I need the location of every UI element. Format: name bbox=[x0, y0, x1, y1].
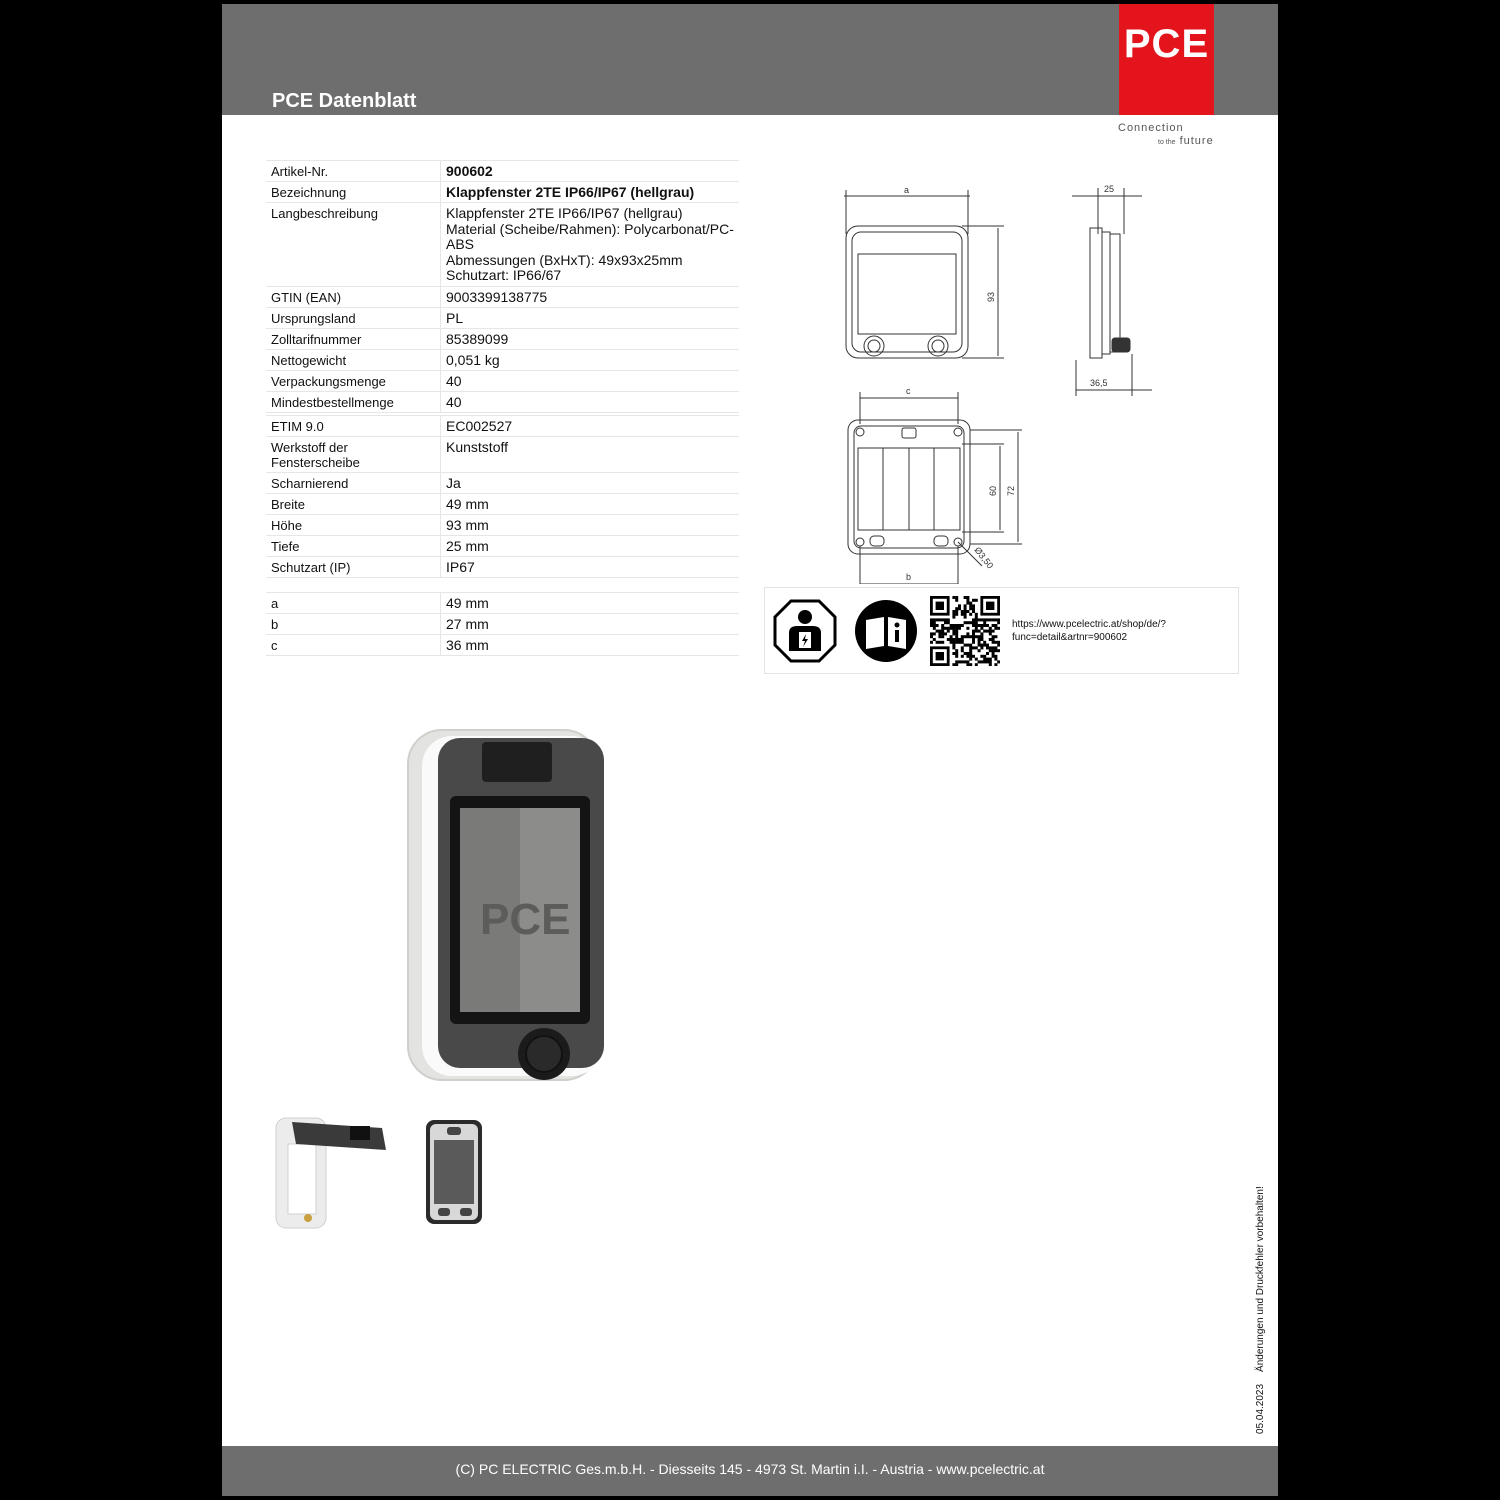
row-value: 900602 bbox=[441, 161, 740, 182]
row-value bbox=[441, 203, 740, 287]
dim-label-25: 25 bbox=[1104, 184, 1115, 194]
electrician-warning-icon bbox=[773, 599, 837, 663]
row-value: Kunststoff bbox=[441, 437, 740, 473]
logo-tagline-2: to the future bbox=[1158, 135, 1214, 147]
row-key: Schutzart (IP) bbox=[266, 557, 441, 578]
row-value: 85389099 bbox=[441, 328, 740, 349]
dim-label-72: 72 bbox=[1006, 485, 1016, 496]
table-row bbox=[266, 515, 739, 536]
thumbnail-open-view bbox=[272, 1114, 392, 1234]
dim-label-diameter: Ø3,50 bbox=[972, 545, 996, 571]
row-key: GTIN (EAN) bbox=[266, 286, 441, 307]
row-key: ETIM 9.0 bbox=[266, 416, 441, 437]
page-title: PCE Datenblatt bbox=[272, 90, 417, 112]
technical-drawing bbox=[822, 174, 1182, 584]
thumbnail-rear-view bbox=[422, 1118, 492, 1228]
row-value: 40 bbox=[441, 391, 740, 412]
row-key: Mindestbestellmenge bbox=[266, 391, 441, 412]
table-row bbox=[266, 307, 739, 328]
table-row bbox=[266, 391, 739, 412]
product-url[interactable]: https://www.pcelectric.at/shop/de/?func=detail&artnr=900602 bbox=[1012, 619, 1166, 643]
row-value: 40 bbox=[441, 370, 740, 391]
row-key: Verpackungsmenge bbox=[266, 370, 441, 391]
row-value: 27 mm bbox=[441, 614, 740, 635]
table-row bbox=[266, 536, 739, 557]
dimensions-table bbox=[266, 592, 739, 656]
longdesc-line: Abmessungen (BxHxT): 49x93x25mm bbox=[446, 251, 683, 268]
table-row bbox=[266, 182, 739, 203]
row-key: Scharnierend bbox=[266, 473, 441, 494]
dim-label-60: 60 bbox=[988, 485, 998, 496]
row-key: Ursprungsland bbox=[266, 307, 441, 328]
longdesc-line: Klappfenster 2TE IP66/IP67 (hellgrau) bbox=[446, 205, 683, 221]
table-row bbox=[266, 349, 739, 370]
row-key: Nettogewicht bbox=[266, 349, 441, 370]
longdesc-line: Schutzart: IP66/67 bbox=[446, 267, 562, 283]
dim-label-93: 93 bbox=[986, 291, 996, 302]
row-value: 49 mm bbox=[441, 494, 740, 515]
qr-code bbox=[930, 596, 1000, 666]
dim-label-b: b bbox=[906, 572, 912, 582]
dim-label-a: a bbox=[904, 185, 910, 195]
dim-label-c: c bbox=[906, 386, 911, 396]
row-value: Ja bbox=[441, 473, 740, 494]
product-table bbox=[266, 160, 739, 413]
row-key: Breite bbox=[266, 494, 441, 515]
row-value: EC002527 bbox=[441, 416, 740, 437]
table-row bbox=[266, 557, 739, 578]
row-key: c bbox=[266, 635, 441, 656]
row-value: IP67 bbox=[441, 557, 740, 578]
table-row bbox=[266, 593, 739, 614]
header-bar bbox=[222, 4, 1278, 115]
row-value: PL bbox=[441, 307, 740, 328]
row-key: Tiefe bbox=[266, 536, 441, 557]
footer-text: (C) PC ELECTRIC Ges.m.b.H. - Diesseits 145 - 4973 St. Martin i.I. - Austria - www.pcelectric.at bbox=[455, 1461, 1045, 1477]
table-row bbox=[266, 614, 739, 635]
datasheet-page bbox=[222, 4, 1278, 1496]
pce-logo: PCE bbox=[1119, 4, 1214, 115]
row-key: b bbox=[266, 614, 441, 635]
table-row bbox=[266, 161, 739, 182]
row-value: 36 mm bbox=[441, 635, 740, 656]
read-manual-icon bbox=[855, 600, 917, 662]
table-row bbox=[266, 286, 739, 307]
longdesc-line: Material (Scheibe/Rahmen): Polycarbonat/PC-ABS bbox=[446, 220, 734, 252]
table-row bbox=[266, 328, 739, 349]
row-key: Langbeschreibung bbox=[266, 203, 441, 287]
footer-bar bbox=[222, 1446, 1278, 1496]
logo-tagline-1: Connection bbox=[1118, 122, 1184, 134]
table-row bbox=[266, 494, 739, 515]
table-row-longdesc bbox=[266, 203, 739, 287]
row-value: 49 mm bbox=[441, 593, 740, 614]
info-icon-box bbox=[764, 587, 1239, 674]
product-photo bbox=[402, 724, 622, 1094]
row-value: 0,051 kg bbox=[441, 349, 740, 370]
dim-label-36-5: 36,5 bbox=[1090, 378, 1108, 388]
row-key: Bezeichnung bbox=[266, 182, 441, 203]
table-row bbox=[266, 370, 739, 391]
row-key: Artikel-Nr. bbox=[266, 161, 441, 182]
row-key: a bbox=[266, 593, 441, 614]
table-row bbox=[266, 416, 739, 437]
row-key: Zolltarifnummer bbox=[266, 328, 441, 349]
table-row bbox=[266, 437, 739, 473]
row-value: Klappfenster 2TE IP66/IP67 (hellgrau) bbox=[441, 182, 740, 203]
row-key: Werkstoff der Fensterscheibe bbox=[266, 437, 441, 473]
row-value: 25 mm bbox=[441, 536, 740, 557]
row-key: Höhe bbox=[266, 515, 441, 536]
row-value: 9003399138775 bbox=[441, 286, 740, 307]
photo-pce-logo: PCE bbox=[480, 895, 571, 944]
table-row bbox=[266, 473, 739, 494]
row-value: 93 mm bbox=[441, 515, 740, 536]
table-row bbox=[266, 635, 739, 656]
etim-table bbox=[266, 415, 739, 578]
side-note: 05.04.2023Änderungen und Druckfehler vorbehalten! bbox=[1255, 1186, 1266, 1434]
